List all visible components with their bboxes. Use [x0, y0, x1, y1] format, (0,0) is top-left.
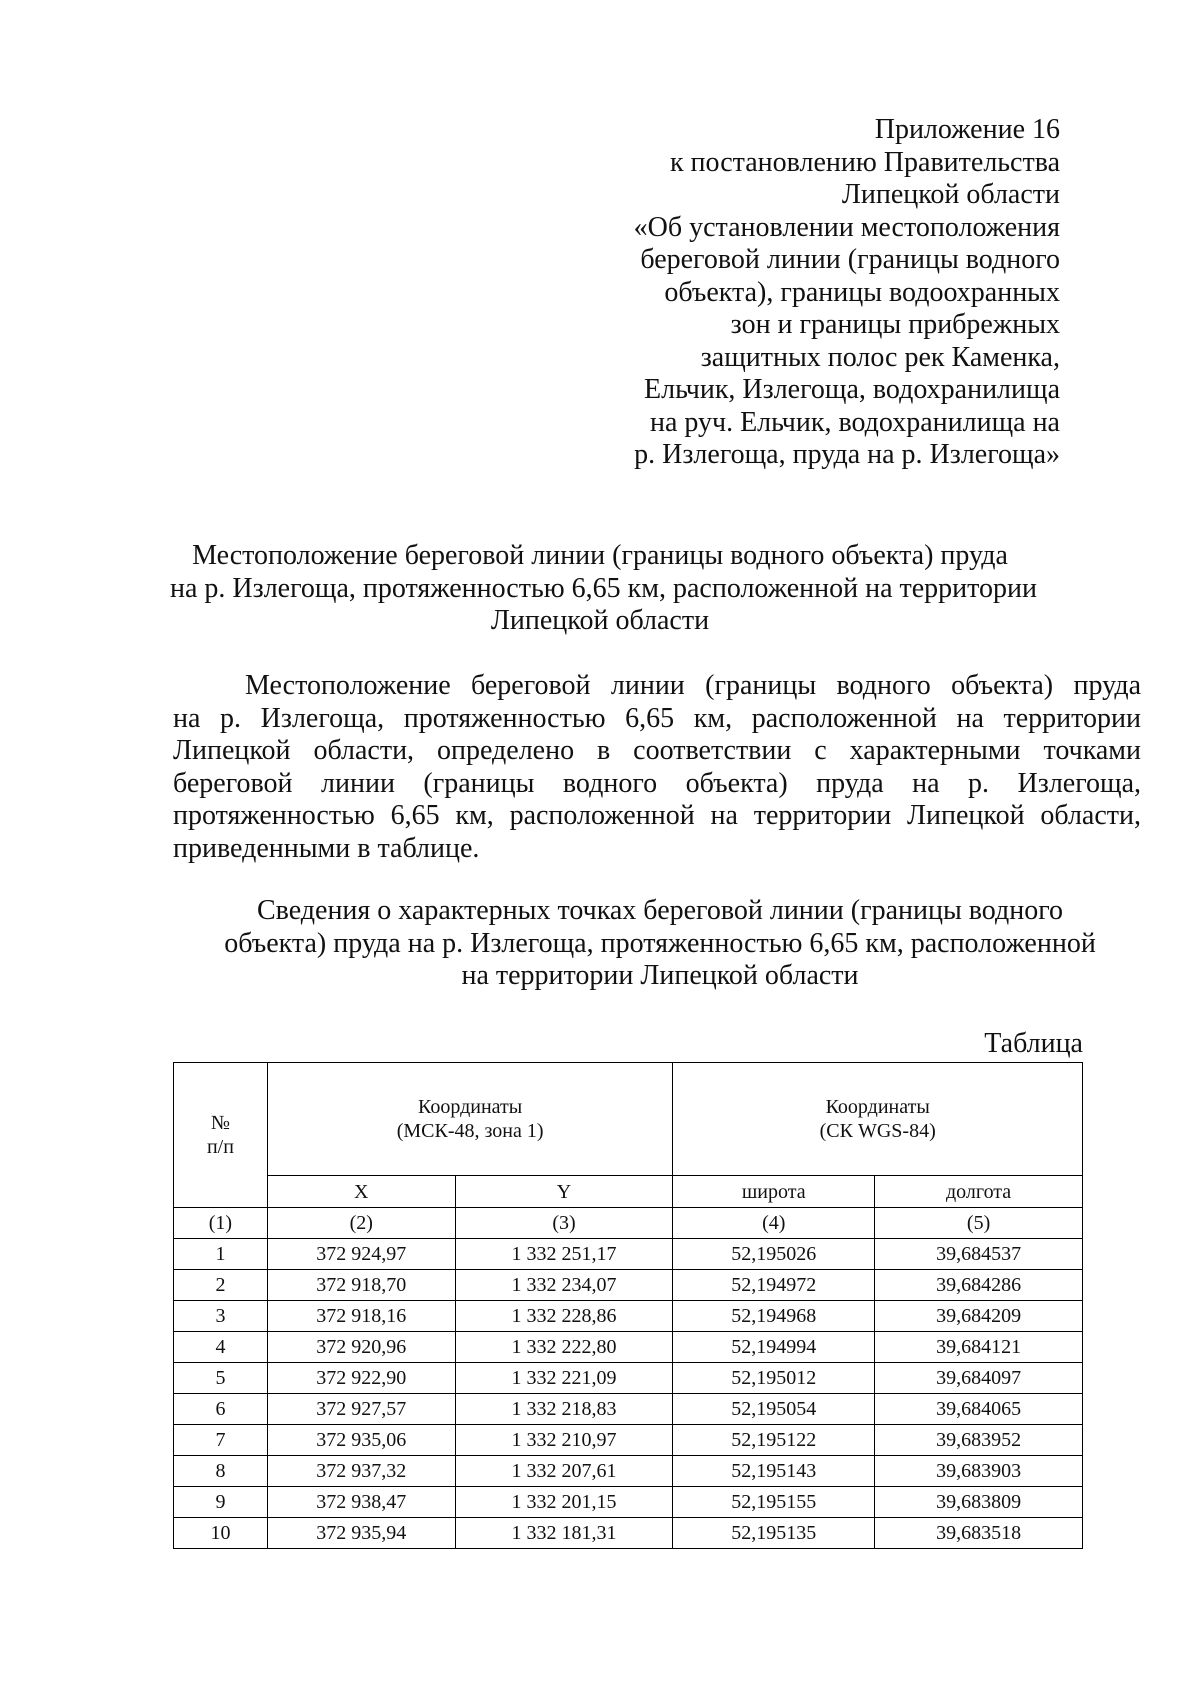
title-line: на р. Излегоща, протяженностью 6,65 км, расположенной на территории	[170, 572, 1037, 604]
table-subheader-row	[174, 1176, 1083, 1208]
paragraph-line: Липецкой области, определено в соответствии с характерными точками	[173, 735, 1141, 766]
y-coordinate-cell: 1 332 207,61	[455, 1456, 673, 1487]
header-y: Y	[455, 1176, 673, 1208]
point-number-cell: 8	[174, 1456, 268, 1487]
header-longitude: долгота	[875, 1176, 1083, 1208]
paragraph-line: приведенными в таблице.	[173, 832, 480, 864]
longitude-cell: 39,683952	[875, 1425, 1083, 1456]
y-coordinate-cell: 1 332 210,97	[455, 1425, 673, 1456]
point-number-cell: 1	[174, 1239, 268, 1270]
column-number: (4)	[673, 1208, 875, 1239]
latitude-cell: 52,194994	[673, 1332, 875, 1363]
appendix-line: Липецкой области	[841, 179, 1060, 210]
y-coordinate-cell: 1 332 251,17	[455, 1239, 673, 1270]
longitude-cell: 39,684121	[875, 1332, 1083, 1363]
column-number: (1)	[174, 1208, 268, 1239]
appendix-line: «Об установлении местоположения	[633, 211, 1060, 243]
column-number: (3)	[455, 1208, 673, 1239]
latitude-cell: 52,195135	[673, 1518, 875, 1549]
latitude-cell: 52,195155	[673, 1487, 875, 1518]
appendix-line: р. Излегоща, пруда на р. Излегоща»	[634, 439, 1060, 470]
point-number-cell: 10	[174, 1518, 268, 1549]
paragraph-line: на р. Излегоща, протяженностью 6,65 км, расположенной на территории	[173, 702, 1141, 734]
longitude-cell: 39,684286	[875, 1270, 1083, 1301]
latitude-cell: 52,195012	[673, 1363, 875, 1394]
longitude-cell: 39,684537	[875, 1239, 1083, 1270]
point-number-cell: 4	[174, 1332, 268, 1363]
longitude-cell: 39,684065	[875, 1394, 1083, 1425]
table-row	[174, 1363, 1083, 1394]
table-header-row	[174, 1063, 1083, 1176]
y-coordinate-cell: 1 332 221,09	[455, 1363, 673, 1394]
y-coordinate-cell: 1 332 181,31	[455, 1518, 673, 1549]
longitude-cell: 39,684209	[875, 1301, 1083, 1332]
appendix-line: береговой линии (границы водного	[640, 244, 1060, 275]
table-row	[174, 1487, 1083, 1518]
table-row	[174, 1425, 1083, 1456]
caption-line: на территории Липецкой области	[461, 960, 859, 991]
table-row	[174, 1270, 1083, 1301]
paragraph-line: Местоположение береговой линии (границы водного объекта) пруда	[245, 670, 1141, 701]
latitude-cell: 52,195122	[673, 1425, 875, 1456]
header-num-symbol: №	[210, 1112, 230, 1134]
x-coordinate-cell: 372 922,90	[267, 1363, 455, 1394]
x-coordinate-cell: 372 935,94	[267, 1518, 455, 1549]
appendix-line: к постановлению Правительства	[669, 146, 1060, 178]
table-row	[174, 1518, 1083, 1549]
latitude-cell: 52,195026	[673, 1239, 875, 1270]
latitude-cell: 52,194968	[673, 1301, 875, 1332]
appendix-line: на руч. Ельчик, водохранилища на	[649, 406, 1060, 438]
point-number-cell: 9	[174, 1487, 268, 1518]
column-number: (2)	[267, 1208, 455, 1239]
latitude-cell: 52,194972	[673, 1270, 875, 1301]
y-coordinate-cell: 1 332 201,15	[455, 1487, 673, 1518]
title-line: Местоположение береговой линии (границы водного объекта) пруда	[192, 540, 1008, 571]
body-paragraph	[173, 670, 1141, 865]
header-wgs-coordinates	[673, 1063, 1083, 1176]
x-coordinate-cell: 372 918,70	[267, 1270, 455, 1301]
x-coordinate-cell: 372 938,47	[267, 1487, 455, 1518]
x-coordinate-cell: 372 924,97	[267, 1239, 455, 1270]
longitude-cell: 39,683903	[875, 1456, 1083, 1487]
header-wgs-system: (СК WGS-84)	[819, 1120, 936, 1142]
x-coordinate-cell: 372 937,32	[267, 1456, 455, 1487]
longitude-cell: 39,683518	[875, 1518, 1083, 1549]
y-coordinate-cell: 1 332 222,80	[455, 1332, 673, 1363]
y-coordinate-cell: 1 332 234,07	[455, 1270, 673, 1301]
x-coordinate-cell: 372 927,57	[267, 1394, 455, 1425]
point-number-cell: 7	[174, 1425, 268, 1456]
longitude-cell: 39,684097	[875, 1363, 1083, 1394]
header-latitude: широта	[673, 1176, 875, 1208]
header-x: X	[267, 1176, 455, 1208]
caption-line: Сведения о характерных точках береговой линии (границы водного	[256, 895, 1063, 926]
appendix-line: защитных полос рек Каменка,	[700, 341, 1060, 373]
point-number-cell: 2	[174, 1270, 268, 1301]
header-row-number	[174, 1063, 268, 1208]
appendix-line: Ельчик, Излегоща, водохранилища	[644, 374, 1060, 405]
point-number-cell: 5	[174, 1363, 268, 1394]
x-coordinate-cell: 372 935,06	[267, 1425, 455, 1456]
appendix-line: объекта), границы водоохранных	[664, 276, 1060, 308]
x-coordinate-cell: 372 920,96	[267, 1332, 455, 1363]
table-row	[174, 1239, 1083, 1270]
header-num-abbr: п/п	[206, 1136, 234, 1158]
column-number: (5)	[875, 1208, 1083, 1239]
header-msk-coordinates	[267, 1063, 672, 1176]
latitude-cell: 52,195054	[673, 1394, 875, 1425]
header-wgs-title: Координаты	[825, 1096, 930, 1118]
table-row	[174, 1332, 1083, 1363]
header-msk-system: (МСК-48, зона 1)	[396, 1120, 544, 1142]
y-coordinate-cell: 1 332 218,83	[455, 1394, 673, 1425]
point-number-cell: 6	[174, 1394, 268, 1425]
header-msk-title: Координаты	[418, 1096, 523, 1118]
appendix-line: зон и границы прибрежных	[730, 309, 1060, 340]
coordinates-table	[173, 1062, 1083, 1549]
caption-line: объекта) пруда на р. Излегоща, протяженностью 6,65 км, расположенной	[224, 927, 1096, 959]
table-row	[174, 1394, 1083, 1425]
y-coordinate-cell: 1 332 228,86	[455, 1301, 673, 1332]
table-label: Таблица	[984, 1028, 1083, 1059]
document-title	[170, 540, 1037, 638]
table-row	[174, 1456, 1083, 1487]
table-row	[174, 1301, 1083, 1332]
point-number-cell: 3	[174, 1301, 268, 1332]
latitude-cell: 52,195143	[673, 1456, 875, 1487]
column-number-row	[174, 1208, 1083, 1239]
longitude-cell: 39,683809	[875, 1487, 1083, 1518]
paragraph-line: береговой линии (границы водного объекта) пруда на р. Излегоща,	[173, 767, 1141, 799]
appendix-line: Приложение 16	[874, 114, 1060, 145]
appendix-block	[500, 114, 1060, 472]
x-coordinate-cell: 372 918,16	[267, 1301, 455, 1332]
paragraph-line: протяженностью 6,65 км, расположенной на территории Липецкой области,	[173, 800, 1141, 831]
table-caption	[200, 895, 1120, 993]
title-line: Липецкой области	[490, 605, 710, 636]
